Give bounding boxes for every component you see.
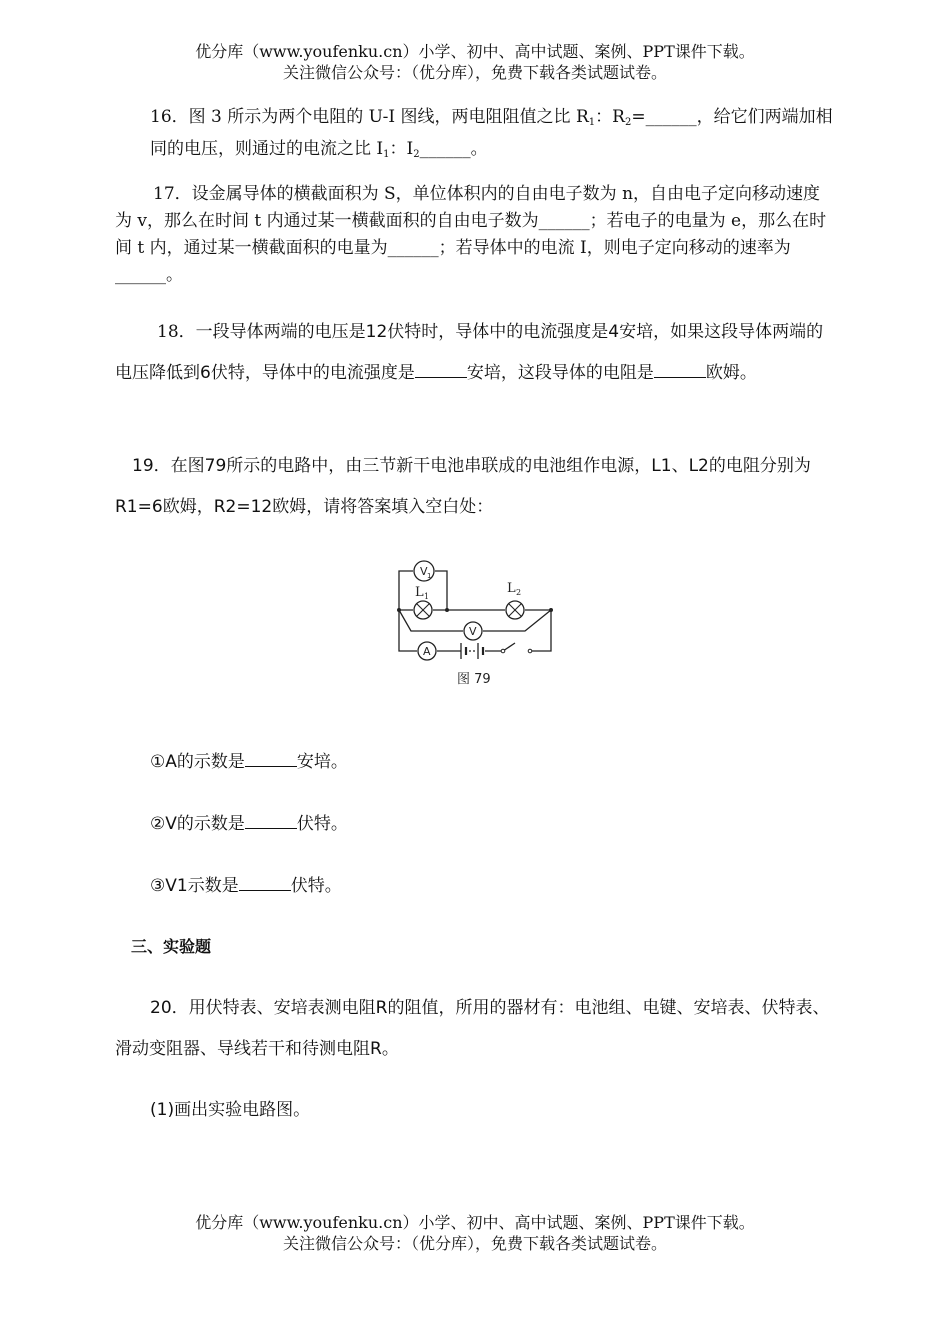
q18-text-b: 伏特时，导体中的电流强度是 — [387, 322, 609, 342]
q18-text-a: 18．一段导体两端的电压是 — [157, 322, 366, 342]
q16-text-a: 16．图 3 所示为两个电阻的 U-I 图线，两电阻阻值之比 R — [150, 107, 589, 127]
svg-text:V: V — [420, 565, 428, 578]
q20-sub-1: (1)画出实验电路图。 — [150, 1100, 311, 1120]
question-20 — [115, 988, 835, 1131]
q18-blank-resistance[interactable] — [654, 363, 706, 378]
section-3-heading: 三、实验题 — [131, 937, 212, 956]
q19-number: 19 — [132, 456, 154, 476]
footer-line-2: 关注微信公众号：（优分库），免费下载各类试题试卷。 — [282, 1234, 667, 1253]
figure-caption: 图 79 — [457, 672, 491, 687]
question-18 — [115, 312, 835, 394]
switch-contact-right — [528, 649, 532, 653]
q16-sub-4: 2 — [413, 149, 420, 160]
svg-text:A: A — [423, 645, 431, 658]
page-footer — [0, 1212, 950, 1254]
q18-text-e: 安培，这段导体的电阻是 — [466, 363, 654, 383]
q20-r-end: R — [370, 1039, 382, 1059]
battery — [461, 643, 483, 659]
q20-text-c: 。 — [381, 1039, 399, 1059]
q17-text: 17．设金属导体的横截面积为 S，单位体积内的自由电子数为 n，自由电子定向移动速度为 v，那么在时间 t 内通过某一横截面积的自由电子数为______；若电子的电量为 e，那么在时间 t 内，通过某一横截面积的电量为______；若导体中的电流 I，则电子定向移动的速率为______。 — [115, 184, 827, 285]
q19-answer-items — [150, 742, 870, 907]
question-19 — [115, 446, 835, 528]
right-wire — [530, 610, 551, 651]
svg-text:V: V — [469, 625, 477, 638]
q18-text-f: 欧姆。 — [705, 363, 757, 383]
q19-text-b: 所示的电路中，由三节新干电池串联成的电池组作电源， — [226, 456, 652, 476]
q19-blank-voltmeter-v1[interactable] — [239, 876, 291, 891]
svg-text:1: 1 — [427, 572, 432, 580]
q19-figure-ref: 79 — [204, 456, 227, 476]
q20-text-b: 的阻值，所用的器材有：电池组、电键、安培表、伏特表、滑动变阻器、导线若干和待测电阻 — [115, 998, 830, 1059]
question-16 — [115, 104, 835, 168]
switch-contact-left — [501, 649, 505, 653]
q16-text-b: ：R — [595, 107, 625, 127]
q19-r1: R1=6 — [115, 497, 163, 517]
q19-lamps: L1、L2 — [651, 456, 709, 476]
lamp-l2 — [506, 581, 524, 619]
q18-value-12: 12 — [365, 322, 388, 342]
q19-blank-ammeter[interactable] — [245, 752, 297, 767]
q18-blank-current[interactable] — [415, 363, 467, 378]
q19-text-e: 欧姆，请将答案填入空白处： — [272, 497, 494, 517]
ammeter-a — [418, 642, 436, 660]
svg-text:L: L — [507, 581, 516, 596]
q18-text-c: 安培，如果这段导体两端的电压降低到 — [115, 322, 824, 383]
footer-line-1: 优分库（www.youfenku.cn）小学、初中、高中试题、案例、PPT课件下载。 — [195, 1213, 755, 1232]
svg-text:L: L — [415, 585, 424, 600]
q16-text-e: ______。 — [419, 139, 488, 159]
q19-text-d: 欧姆， — [162, 497, 214, 517]
lamp-l1 — [414, 585, 432, 619]
q16-text-d: ：I — [389, 139, 414, 159]
svg-text:2: 2 — [516, 588, 522, 597]
page-header — [0, 41, 950, 83]
q19-text-a: ．在图 — [153, 456, 205, 476]
q16-sub-3: 1 — [383, 149, 390, 160]
q18-text-d: 伏特，导体中的电流强度是 — [210, 363, 415, 383]
svg-text:1: 1 — [424, 592, 430, 601]
q19-blank-voltmeter[interactable] — [245, 814, 297, 829]
q20-number: 20 — [150, 998, 172, 1018]
voltmeter-v1 — [414, 561, 434, 581]
voltmeter-v — [464, 622, 482, 640]
circuit-diagram-figure-79 — [385, 555, 565, 695]
q16-sub-1: 1 — [588, 117, 596, 128]
q18-value-6: 6 — [200, 363, 211, 383]
q18-value-4: 4 — [608, 322, 620, 342]
q20-text-a: ．用伏特表、安培表测电阻 — [171, 998, 376, 1018]
q19-r2: R2=12 — [213, 497, 273, 517]
q19-item-3: ③V1示数是 伏特。 — [150, 876, 342, 896]
q20-r: R — [375, 998, 388, 1018]
q19-item-2: ②V的示数是 伏特。 — [150, 814, 348, 834]
q19-text-c: 的电阻分别为 — [708, 456, 811, 476]
q19-item-1: ①A的示数是 安培。 — [150, 752, 348, 772]
header-line-1: 优分库（www.youfenku.cn）小学、初中、高中试题、案例、PPT课件下载。 — [195, 42, 755, 61]
q16-text-c: =______，给它们两端加相同的电压，则通过的电流之比 I — [150, 107, 833, 159]
header-line-2: 关注微信公众号：（优分库），免费下载各类试题试卷。 — [282, 63, 667, 82]
q16-sub-2: 2 — [624, 117, 632, 128]
question-17 — [115, 181, 835, 289]
